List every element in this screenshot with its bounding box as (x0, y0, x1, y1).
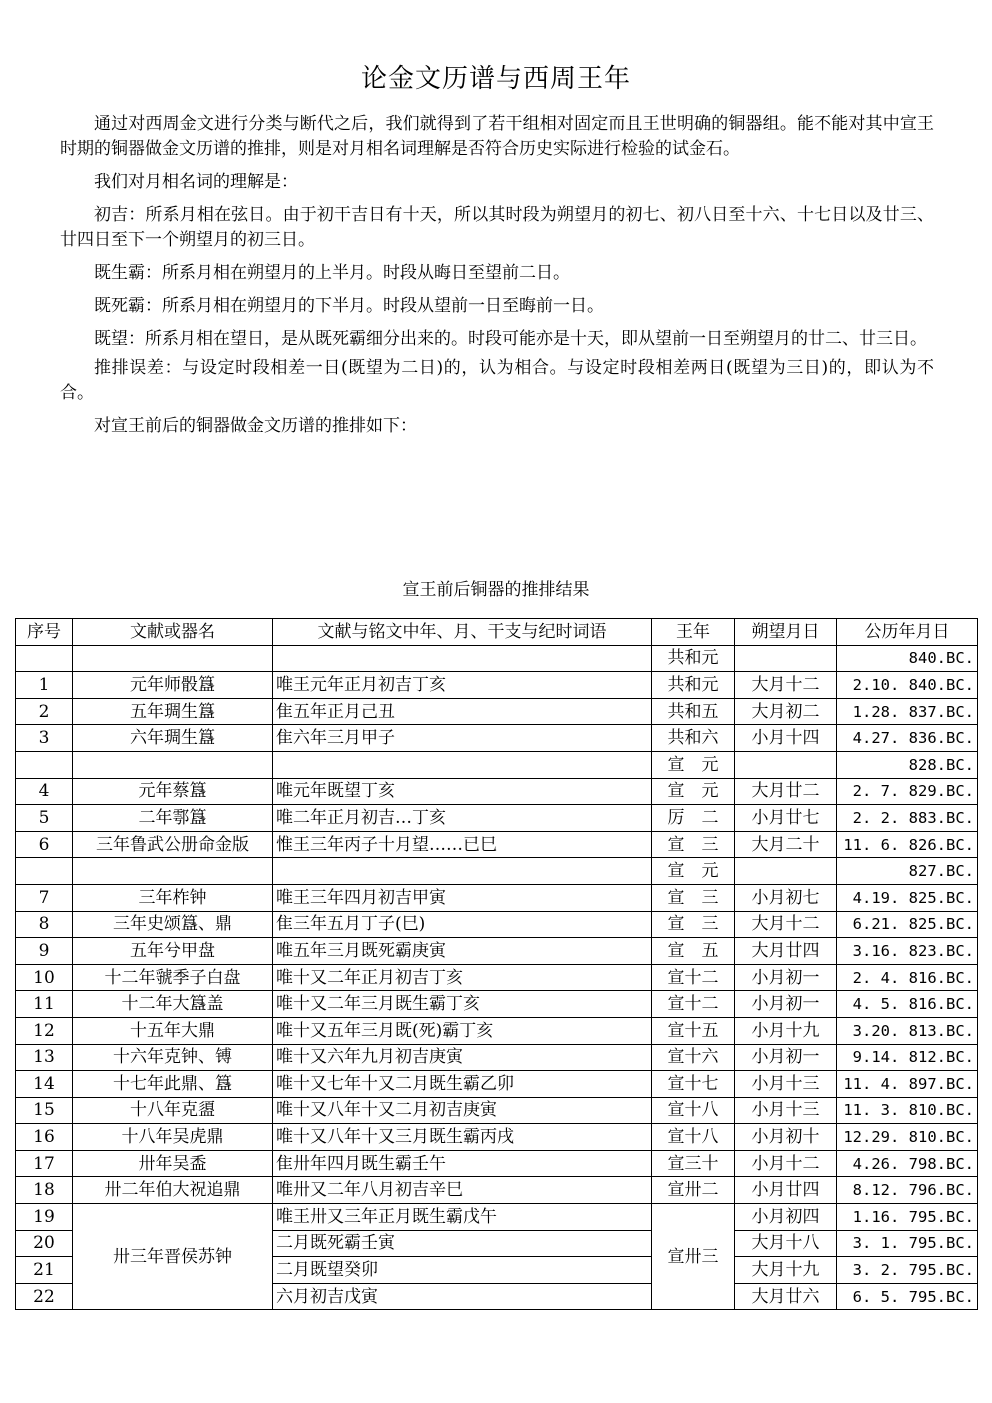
table-row (16, 911, 978, 938)
cell-inscription: 六月初吉戊寅 (273, 1283, 652, 1310)
paragraph-jishengba: 既生霸：所系月相在朔望月的上半月。时段从晦日至望前二日。 (94, 263, 570, 283)
cell-lunar-date: 大月十二 (735, 911, 837, 938)
cell-no: 21 (16, 1257, 73, 1284)
cell-king-year: 宣 三 (652, 911, 735, 938)
paragraph-understanding: 我们对月相名词的理解是： (94, 172, 298, 192)
cell-no: 5 (16, 805, 73, 832)
cell-inscription: 隹三年五月丁子(巳) (273, 911, 652, 938)
cell-no: 13 (16, 1044, 73, 1071)
cell-no: 14 (16, 1071, 73, 1098)
cell-gregorian-date: 6. 5. 795.BC. (837, 1283, 978, 1310)
cell-lunar-date: 大月廿二 (735, 778, 837, 805)
cell-lunar-date: 小月廿四 (735, 1177, 837, 1204)
cell-lunar-date (735, 858, 837, 885)
cell-gregorian-date: 9.14. 812.BC. (837, 1044, 978, 1071)
paragraph-jisiba: 既死霸：所系月相在朔望月的下半月。时段从望前一日至晦前一日。 (94, 296, 604, 316)
cell-inscription: 唯十又六年九月初吉庚寅 (273, 1044, 652, 1071)
cell-lunar-date: 大月二十 (735, 831, 837, 858)
cell-inscription (273, 751, 652, 778)
table-row (16, 805, 978, 832)
body-text (60, 112, 934, 439)
cell-gregorian-date: 3. 2. 795.BC. (837, 1257, 978, 1284)
cell-king-year: 共和五 (652, 698, 735, 725)
cell-vessel: 六年琱生簋 (73, 725, 273, 752)
cell-lunar-date: 大月十八 (735, 1230, 837, 1257)
cell-king-year: 宣 三 (652, 831, 735, 858)
header-lunar-date: 朔望月日 (735, 619, 837, 646)
table-row (16, 1071, 978, 1098)
cell-no: 10 (16, 964, 73, 991)
cell-no: 9 (16, 938, 73, 965)
cell-gregorian-date: 11. 3. 810.BC. (837, 1097, 978, 1124)
results-table (15, 618, 978, 1310)
cell-lunar-date: 小月初七 (735, 884, 837, 911)
table-row (16, 1177, 978, 1204)
cell-vessel: 三年鲁武公册命金版 (73, 831, 273, 858)
cell-lunar-date: 大月廿四 (735, 938, 837, 965)
cell-lunar-date: 小月廿七 (735, 805, 837, 832)
table-row (16, 1124, 978, 1151)
table-caption: 宣王前后铜器的推排结果 (402, 580, 590, 600)
cell-vessel: 元年师骰簋 (73, 672, 273, 699)
cell-king-year: 宣 五 (652, 938, 735, 965)
cell-lunar-date: 大月初二 (735, 698, 837, 725)
cell-vessel: 五年琱生簋 (73, 698, 273, 725)
cell-inscription: 唯王卅又三年正月既生霸戊午 (273, 1204, 652, 1231)
cell-no: 22 (16, 1283, 73, 1310)
cell-no: 16 (16, 1124, 73, 1151)
cell-no: 15 (16, 1097, 73, 1124)
header-vessel: 文献或器名 (73, 619, 273, 646)
table-body (16, 645, 978, 1310)
cell-vessel (73, 645, 273, 672)
cell-inscription: 唯王元年正月初吉丁亥 (273, 672, 652, 699)
cell-vessel: 三年柞钟 (73, 884, 273, 911)
paragraph-intro: 通过对西周金文进行分类与断代之后，我们就得到了若干组相对固定而且王世明确的铜器组。能不能对其中宣王时期的铜器做金文历谱的推排，则是对月相名词理解是否符合历史实际进行检验的试金石。 (60, 114, 934, 159)
cell-no: 6 (16, 831, 73, 858)
cell-king-year: 宣三十 (652, 1150, 735, 1177)
cell-lunar-date: 小月初四 (735, 1204, 837, 1231)
cell-vessel: 三年史颂簋、鼎 (73, 911, 273, 938)
cell-no: 3 (16, 725, 73, 752)
cell-inscription (273, 858, 652, 885)
cell-king-year: 宣十八 (652, 1124, 735, 1151)
cell-lunar-date (735, 645, 837, 672)
cell-inscription: 唯二年正月初吉…丁亥 (273, 805, 652, 832)
table-row (16, 964, 978, 991)
cell-no (16, 858, 73, 885)
cell-gregorian-date: 1.28. 837.BC. (837, 698, 978, 725)
table-row (16, 645, 978, 672)
cell-no: 8 (16, 911, 73, 938)
paragraph-error: 推排误差：与设定时段相差一日(既望为二日)的，认为相合。与设定时段相差两日(既望为三日)的，即认为不合。 (60, 358, 934, 403)
cell-king-year: 厉 二 (652, 805, 735, 832)
cell-lunar-date (735, 751, 837, 778)
cell-king-year: 共和六 (652, 725, 735, 752)
table-row (16, 698, 978, 725)
cell-gregorian-date: 6.21. 825.BC. (837, 911, 978, 938)
cell-king-year: 宣 元 (652, 858, 735, 885)
cell-no (16, 645, 73, 672)
cell-vessel-merged: 卅三年晋侯苏钟 (73, 1204, 273, 1310)
cell-inscription: 唯十又七年十又二月既生霸乙卯 (273, 1071, 652, 1098)
cell-inscription: 唯王三年四月初吉甲寅 (273, 884, 652, 911)
cell-no: 2 (16, 698, 73, 725)
table-row (16, 1017, 978, 1044)
cell-vessel: 五年兮甲盘 (73, 938, 273, 965)
header-inscription: 文献与铭文中年、月、干支与纪时词语 (273, 619, 652, 646)
cell-lunar-date: 小月初十 (735, 1124, 837, 1151)
cell-no: 1 (16, 672, 73, 699)
cell-lunar-date: 小月十四 (735, 725, 837, 752)
table-row (16, 831, 978, 858)
table-header-row (16, 619, 978, 646)
cell-inscription: 唯卅又二年八月初吉辛巳 (273, 1177, 652, 1204)
cell-inscription: 唯元年既望丁亥 (273, 778, 652, 805)
cell-vessel: 十五年大鼎 (73, 1017, 273, 1044)
table-row (16, 1204, 978, 1231)
cell-gregorian-date: 11. 4. 897.BC. (837, 1071, 978, 1098)
cell-king-year: 宣卅二 (652, 1177, 735, 1204)
cell-vessel: 十二年虢季子白盘 (73, 964, 273, 991)
cell-no: 18 (16, 1177, 73, 1204)
cell-no: 20 (16, 1230, 73, 1257)
cell-lunar-date: 大月廿六 (735, 1283, 837, 1310)
cell-inscription: 二月既死霸壬寅 (273, 1230, 652, 1257)
cell-vessel: 十八年吴虎鼎 (73, 1124, 273, 1151)
cell-gregorian-date: 2. 7. 829.BC. (837, 778, 978, 805)
cell-vessel: 十八年克盨 (73, 1097, 273, 1124)
cell-no: 17 (16, 1150, 73, 1177)
cell-king-year-merged: 宣卅三 (652, 1204, 735, 1310)
cell-lunar-date: 小月十二 (735, 1150, 837, 1177)
table-row (16, 725, 978, 752)
cell-gregorian-date: 4.27. 836.BC. (837, 725, 978, 752)
cell-inscription: 唯十又八年十又二月初吉庚寅 (273, 1097, 652, 1124)
cell-no: 19 (16, 1204, 73, 1231)
cell-king-year: 共和元 (652, 672, 735, 699)
table-row (16, 1150, 978, 1177)
cell-lunar-date: 小月初一 (735, 1044, 837, 1071)
cell-inscription: 唯十又八年十又三月既生霸丙戌 (273, 1124, 652, 1151)
cell-lunar-date: 大月十九 (735, 1257, 837, 1284)
cell-inscription: 惟王三年丙子十月望……已巳 (273, 831, 652, 858)
cell-gregorian-date: 3.16. 823.BC. (837, 938, 978, 965)
cell-lunar-date: 小月初一 (735, 964, 837, 991)
table-row (16, 938, 978, 965)
cell-king-year: 宣十六 (652, 1044, 735, 1071)
cell-vessel: 卅二年伯大祝追鼎 (73, 1177, 273, 1204)
cell-inscription (273, 645, 652, 672)
cell-vessel: 二年鄠簋 (73, 805, 273, 832)
paragraph-lead-in: 对宣王前后的铜器做金文历谱的推排如下： (94, 416, 417, 436)
cell-inscription: 隹五年正月己丑 (273, 698, 652, 725)
cell-no: 7 (16, 884, 73, 911)
cell-king-year: 宣十五 (652, 1017, 735, 1044)
table-row (16, 991, 978, 1018)
cell-king-year: 宣十八 (652, 1097, 735, 1124)
table-row (16, 1097, 978, 1124)
cell-inscription: 唯十又二年三月既生霸丁亥 (273, 991, 652, 1018)
cell-gregorian-date: 2. 2. 883.BC. (837, 805, 978, 832)
cell-inscription: 隹六年三月甲子 (273, 725, 652, 752)
table-row (16, 858, 978, 885)
cell-gregorian-date: 8.12. 796.BC. (837, 1177, 978, 1204)
cell-lunar-date: 小月十三 (735, 1097, 837, 1124)
cell-king-year: 宣十二 (652, 964, 735, 991)
cell-gregorian-date: 4.26. 798.BC. (837, 1150, 978, 1177)
header-no: 序号 (16, 619, 73, 646)
cell-king-year: 共和元 (652, 645, 735, 672)
cell-gregorian-date: 828.BC. (837, 751, 978, 778)
cell-king-year: 宣十七 (652, 1071, 735, 1098)
cell-gregorian-date: 12.29. 810.BC. (837, 1124, 978, 1151)
cell-gregorian-date: 3.20. 813.BC. (837, 1017, 978, 1044)
cell-gregorian-date: 4. 5. 816.BC. (837, 991, 978, 1018)
cell-gregorian-date: 2.10. 840.BC. (837, 672, 978, 699)
table-row (16, 672, 978, 699)
cell-gregorian-date: 1.16. 795.BC. (837, 1204, 978, 1231)
table-row (16, 1044, 978, 1071)
table-row (16, 778, 978, 805)
cell-no: 11 (16, 991, 73, 1018)
cell-no: 12 (16, 1017, 73, 1044)
header-king-year: 王年 (652, 619, 735, 646)
cell-gregorian-date: 11. 6. 826.BC. (837, 831, 978, 858)
cell-king-year: 宣 三 (652, 884, 735, 911)
cell-inscription: 二月既望癸卯 (273, 1257, 652, 1284)
cell-no (16, 751, 73, 778)
cell-gregorian-date: 3. 1. 795.BC. (837, 1230, 978, 1257)
cell-vessel: 十七年此鼎、簋 (73, 1071, 273, 1098)
cell-lunar-date: 大月十二 (735, 672, 837, 699)
cell-vessel: 卅年吴盉 (73, 1150, 273, 1177)
cell-lunar-date: 小月十九 (735, 1017, 837, 1044)
paragraph-chuji: 初吉：所系月相在弦日。由于初干吉日有十天，所以其时段为朔望月的初七、初八日至十六、十七日以及廿三、廿四日至下一个朔望月的初三日。 (60, 205, 934, 250)
cell-gregorian-date: 840.BC. (837, 645, 978, 672)
paragraph-jiwang: 既望：所系月相在望日，是从既死霸细分出来的。时段可能亦是十天，即从望前一日至朔望月的廿二、廿三日。 (94, 329, 927, 349)
cell-vessel (73, 751, 273, 778)
cell-gregorian-date: 2. 4. 816.BC. (837, 964, 978, 991)
cell-inscription: 隹卅年四月既生霸壬午 (273, 1150, 652, 1177)
cell-vessel (73, 858, 273, 885)
cell-lunar-date: 小月十三 (735, 1071, 837, 1098)
page-title: 论金文历谱与西周王年 (360, 64, 631, 94)
cell-king-year: 宣 元 (652, 751, 735, 778)
cell-inscription: 唯十又五年三月既(死)霸丁亥 (273, 1017, 652, 1044)
cell-vessel: 十二年大簋盖 (73, 991, 273, 1018)
cell-vessel: 十六年克钟、镈 (73, 1044, 273, 1071)
table-row (16, 884, 978, 911)
cell-no: 4 (16, 778, 73, 805)
cell-vessel: 元年蔡簋 (73, 778, 273, 805)
cell-king-year: 宣十二 (652, 991, 735, 1018)
cell-gregorian-date: 4.19. 825.BC. (837, 884, 978, 911)
header-gregorian-date: 公历年月日 (837, 619, 978, 646)
cell-inscription: 唯五年三月既死霸庚寅 (273, 938, 652, 965)
table-row (16, 751, 978, 778)
cell-gregorian-date: 827.BC. (837, 858, 978, 885)
cell-lunar-date: 小月初一 (735, 991, 837, 1018)
cell-king-year: 宣 元 (652, 778, 735, 805)
cell-inscription: 唯十又二年正月初吉丁亥 (273, 964, 652, 991)
